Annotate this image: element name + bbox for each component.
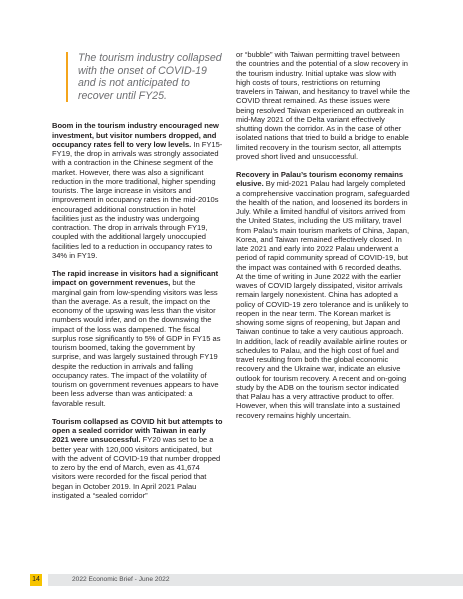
- paragraph-lead: Recovery in Palau’s tourism economy remains elusive.: [236, 170, 404, 189]
- pull-quote: The tourism industry collapsed with the onset of COVID-19 and is not anticipated to recover until FY25.: [66, 52, 224, 102]
- page-footer: [0, 574, 463, 586]
- paragraph-body: or “bubble” with Taiwan permitting travel between the countries and the potential of a slow recovery in the tourism industry. Initial uptake was slow with high costs of tours, restrictions on returning travelers in Taiwan, and hesitancy to travel while the COVID threat remained. As these issues were being resolved Taiwan experienced an outbreak in mid-May 2021 of the Delta variant effectively shutting down the corridor. As in the case of other isolated nations that tried to build a bridge to enable limited recovery in the tourism sector, all attempts proved short lived and unsuccessful.: [236, 50, 410, 161]
- paragraph: [236, 50, 410, 161]
- right-column: [236, 50, 410, 429]
- paragraph: [52, 121, 224, 260]
- paragraph-body: but the marginal gain from low-spending visitors was less than the average. As a result, the impact on the economy of the upswing was less than the visitor numbers would infer, and on the downswing the impact of the loss was dampened. The fiscal surplus rose significantly to 5% of GDP in FY15 as tourism boomed, taking the government by surprise, and was largely sustained through FY19 despite the reduction in arrivals and falling occupancy rates. The impact of the volatility of tourism on government revenues appears to have been less adverse than was anticipated: a favorable result.: [52, 278, 221, 408]
- paragraph-lead: The rapid increase in visitors had a significant impact on government revenues,: [52, 269, 219, 288]
- paragraph: [52, 417, 224, 500]
- paragraph-body: In FY15-FY19, the drop in arrivals was strongly associated with a contraction in the Chinese segment of the market. However, there was also a significant reduction in the more traditional, higher spending tourists. The large increase in visitors and improvement in occupancy rates in the mid-2010s encouraged additional construction in hotel facilities just as the industry was undergoing contraction. The drop in arrivals through FY19, coupled with the additional largely unoccupied facilities led to a reduction in occupancy rates to 34% in FY19.: [52, 139, 223, 260]
- paragraph: [236, 170, 410, 420]
- left-column: [52, 50, 224, 509]
- page-number: 14: [30, 574, 42, 586]
- paragraph-body: FY20 was set to be a better year with 120,000 visitors anticipated, but with the advent of COVID-19 that number dropped to zero by the end of March, even as 41,674 visitors were recorded for the fiscal period that began in October 2019. In April 2021 Palau instigated a “sealed corridor”: [52, 435, 221, 500]
- paragraph-lead: Boom in the tourism industry encouraged new investment, but visitor numbers dropped, and occupancy rates fell to very low levels.: [52, 121, 219, 149]
- paragraph-lead: Tourism collapsed as COVID hit but attempts to open a sealed corridor with Taiwan in early 2021 were unsuccessful.: [52, 416, 223, 445]
- paragraph-body: By mid-2021 Palau had largely completed a comprehensive vaccination program, safeguarded the health of the nation, and loosened its borders in July. While a limited handful of visitors arrived from the United States, including the US military, travel from Palau’s main tourism markets of China, Japan, Korea, and Taiwan remained effectively closed. In late 2021 and early into 2022 Palau underwent a period of rapid community spread of COVID-19, but the impact was contained with 6 recorded deaths. At the time of writing in June 2022 with the earlier waves of COVID largely dissipated, visitor arrivals remain largely nonexistent. China has adopted a policy of COVID-19 zero tolerance and is unlikely to reopen in the near term. The Korean market is showing some signs of reopening, but Japan and Taiwan continue to take a very cautious approach. In addition, lack of readily available airline routes or schedules to Palau, and the high cost of fuel and travel resulting from both the global economic recovery and the Ukraine war, indicate an elusive outlook for tourism recovery. A recent and on-going study by the ADB on the tourism sector indicated that Palau has a very attractive product to offer. However, when this will translate into a sustained recovery remains highly uncertain.: [236, 179, 410, 420]
- paragraph: [52, 269, 224, 408]
- footer-title: 2022 Economic Brief - June 2022: [72, 576, 170, 583]
